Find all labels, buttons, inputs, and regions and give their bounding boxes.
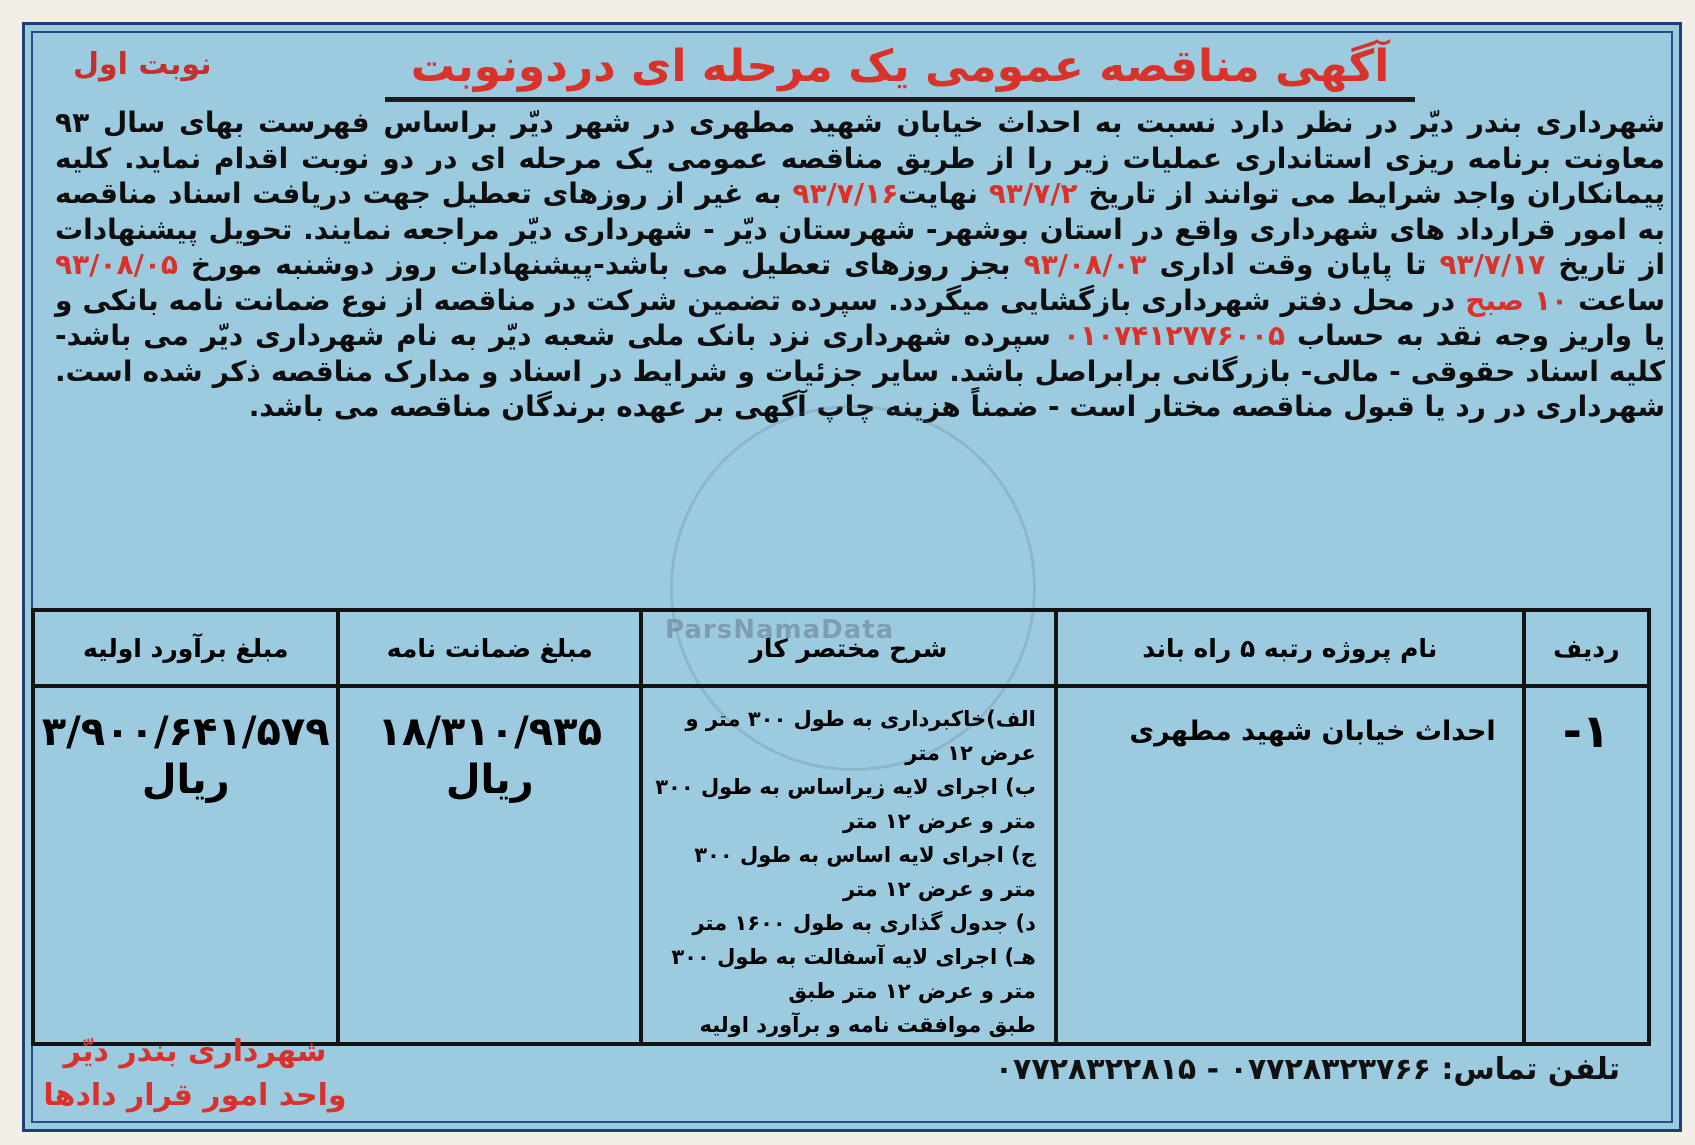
header-estimate: مبلغ برآورد اولیه [33, 610, 338, 686]
row-number: ۱- [1524, 686, 1649, 1044]
tender-notice [22, 22, 1682, 1132]
account-number: ۰۱۰۷۴۱۲۷۷۶۰۰۵ [1062, 319, 1286, 352]
bond-unit: ریال [445, 757, 534, 803]
opening-date: ۹۳/۰۸/۰۵ [55, 248, 178, 281]
header-desc: شرح مختصر کار [641, 610, 1056, 686]
desc-line: متر و عرض ۱۲ متر [842, 877, 1036, 901]
turn-label: نوبت اول [73, 47, 212, 82]
contact-label: تلفن تماس: [1441, 1052, 1620, 1087]
desc-line: ب) اجرای لایه زیراساس به طول ۳۰۰ [655, 775, 1036, 799]
submit-end: ۹۳/۰۸/۰۳ [1023, 248, 1147, 281]
notice-body [55, 105, 1665, 425]
desc-line: متر و عرض ۱۲ متر [842, 809, 1036, 833]
desc-line: ج) اجرای لایه اساس به طول ۳۰۰ [694, 843, 1036, 867]
phone-2: ۰۷۷۲۸۳۲۲۸۱۵ [994, 1052, 1197, 1087]
estimate-amount: ۳/۹۰۰/۶۴۱/۵۷۹ [41, 709, 330, 755]
estimate-cell [33, 686, 338, 1044]
header-bond: مبلغ ضمانت نامه [338, 610, 641, 686]
desc-line: هـ) اجرای لایه آسفالت به طول ۳۰۰ [671, 945, 1036, 969]
paragraph-1: شهرداری بندر دیّر در نظر دارد نسبت به احداث خیابان شهید مطهری در شهر دیّر براساس فهرست بهای سال ۹۳ معاونت برنامه ریزی استانداری عملیات زیر را از طریق مناقصه عمومی یک مرحله ای در دو نوبت اقدام نماید. [55, 106, 1665, 175]
title-underline [385, 97, 1415, 102]
header-name: نام پروژه رتبه ۵ راه باند [1056, 610, 1524, 686]
issuer-unit: واحد امور قرار دادها [43, 1078, 347, 1113]
estimate-unit: ریال [141, 757, 230, 803]
notice-title: آگهی مناقصه عمومی یک مرحله ای دردونوبت [410, 41, 1390, 92]
desc-line: د) جدول گذاری به طول ۱۶۰۰ متر [692, 911, 1036, 935]
bond-cell [338, 686, 641, 1044]
table-row [33, 686, 1649, 1044]
desc-line: متر و عرض ۱۲ متر طبق [788, 979, 1036, 1003]
project-name: احداث خیابان شهید مطهری [1056, 686, 1524, 1044]
phone-1: ۰۷۷۲۸۳۲۳۷۶۶ [1229, 1052, 1431, 1087]
desc-line: طبق موافقت نامه و برآورد اولیه [699, 1013, 1036, 1037]
work-description [641, 686, 1056, 1044]
header-row: ردیف [1524, 610, 1649, 686]
watermark-text: ParsNamaData [665, 615, 895, 645]
phone-separator: - [1206, 1052, 1220, 1087]
submit-start: ۹۳/۷/۱۷ [1439, 248, 1546, 281]
bond-amount: ۱۸/۳۱۰/۹۳۵ [377, 709, 602, 755]
issuer-name: شهرداری بندر دیّر [63, 1034, 327, 1069]
paragraph-2: کلیه پیمانکاران واجد شرایط می توانند از تاریخ ۹۳/۷/۲ نهایت۹۳/۷/۱۶ به غیر از روزهای تعطیل جهت دریافت اسناد مناقصه به امور قرارداد های شهرداری واقع در استان بوشهر- شهرستان دیّر - شهرداری دیّر مراجعه نمایند. [55, 141, 1666, 246]
tender-table [31, 608, 1651, 1046]
paragraph-3: تحویل پیشنهادات از تاریخ ۹۳/۷/۱۷ تا پایان وقت اداری ۹۳/۰۸/۰۳ بجز روزهای تعطیل می باشد-پیشنهادات روز دوشنبه مورخ ۹۳/۰۸/۰۵ ساعت ۱۰ صبح در محل دفتر شهرداری بازگشایی میگردد. سپرده تضمین شرکت در مناقصه از نوع ضمانت نامه بانکی و یا واریز وجه نقد به حساب ۰۱۰۷۴۱۲۷۷۶۰۰۵ سپرده شهرداری نزد بانک ملی شعبه دیّر به نام شهرداری دیّر می باشد- کلیه اسناد حقوقی - مالی- بازرگانی برابراصل باشد. سایر جزئیات و شرایط در اسناد و مدارک مناقصه ذکر شده است. شهرداری در رد یا قبول مناقصه مختار است - ضمناً هزینه چاپ آگهی بر عهده برندگان مناقصه می باشد. [55, 212, 1665, 423]
date-start: ۹۳/۷/۲ [988, 177, 1078, 210]
opening-time: ۱۰ صبح [1465, 283, 1569, 317]
date-end: ۹۳/۷/۱۶ [792, 177, 899, 210]
desc-line: عرض ۱۲ متر [905, 741, 1036, 765]
desc-line: الف)خاکبرداری به طول ۳۰۰ متر و [685, 707, 1036, 731]
contact-line [240, 1052, 1620, 1087]
